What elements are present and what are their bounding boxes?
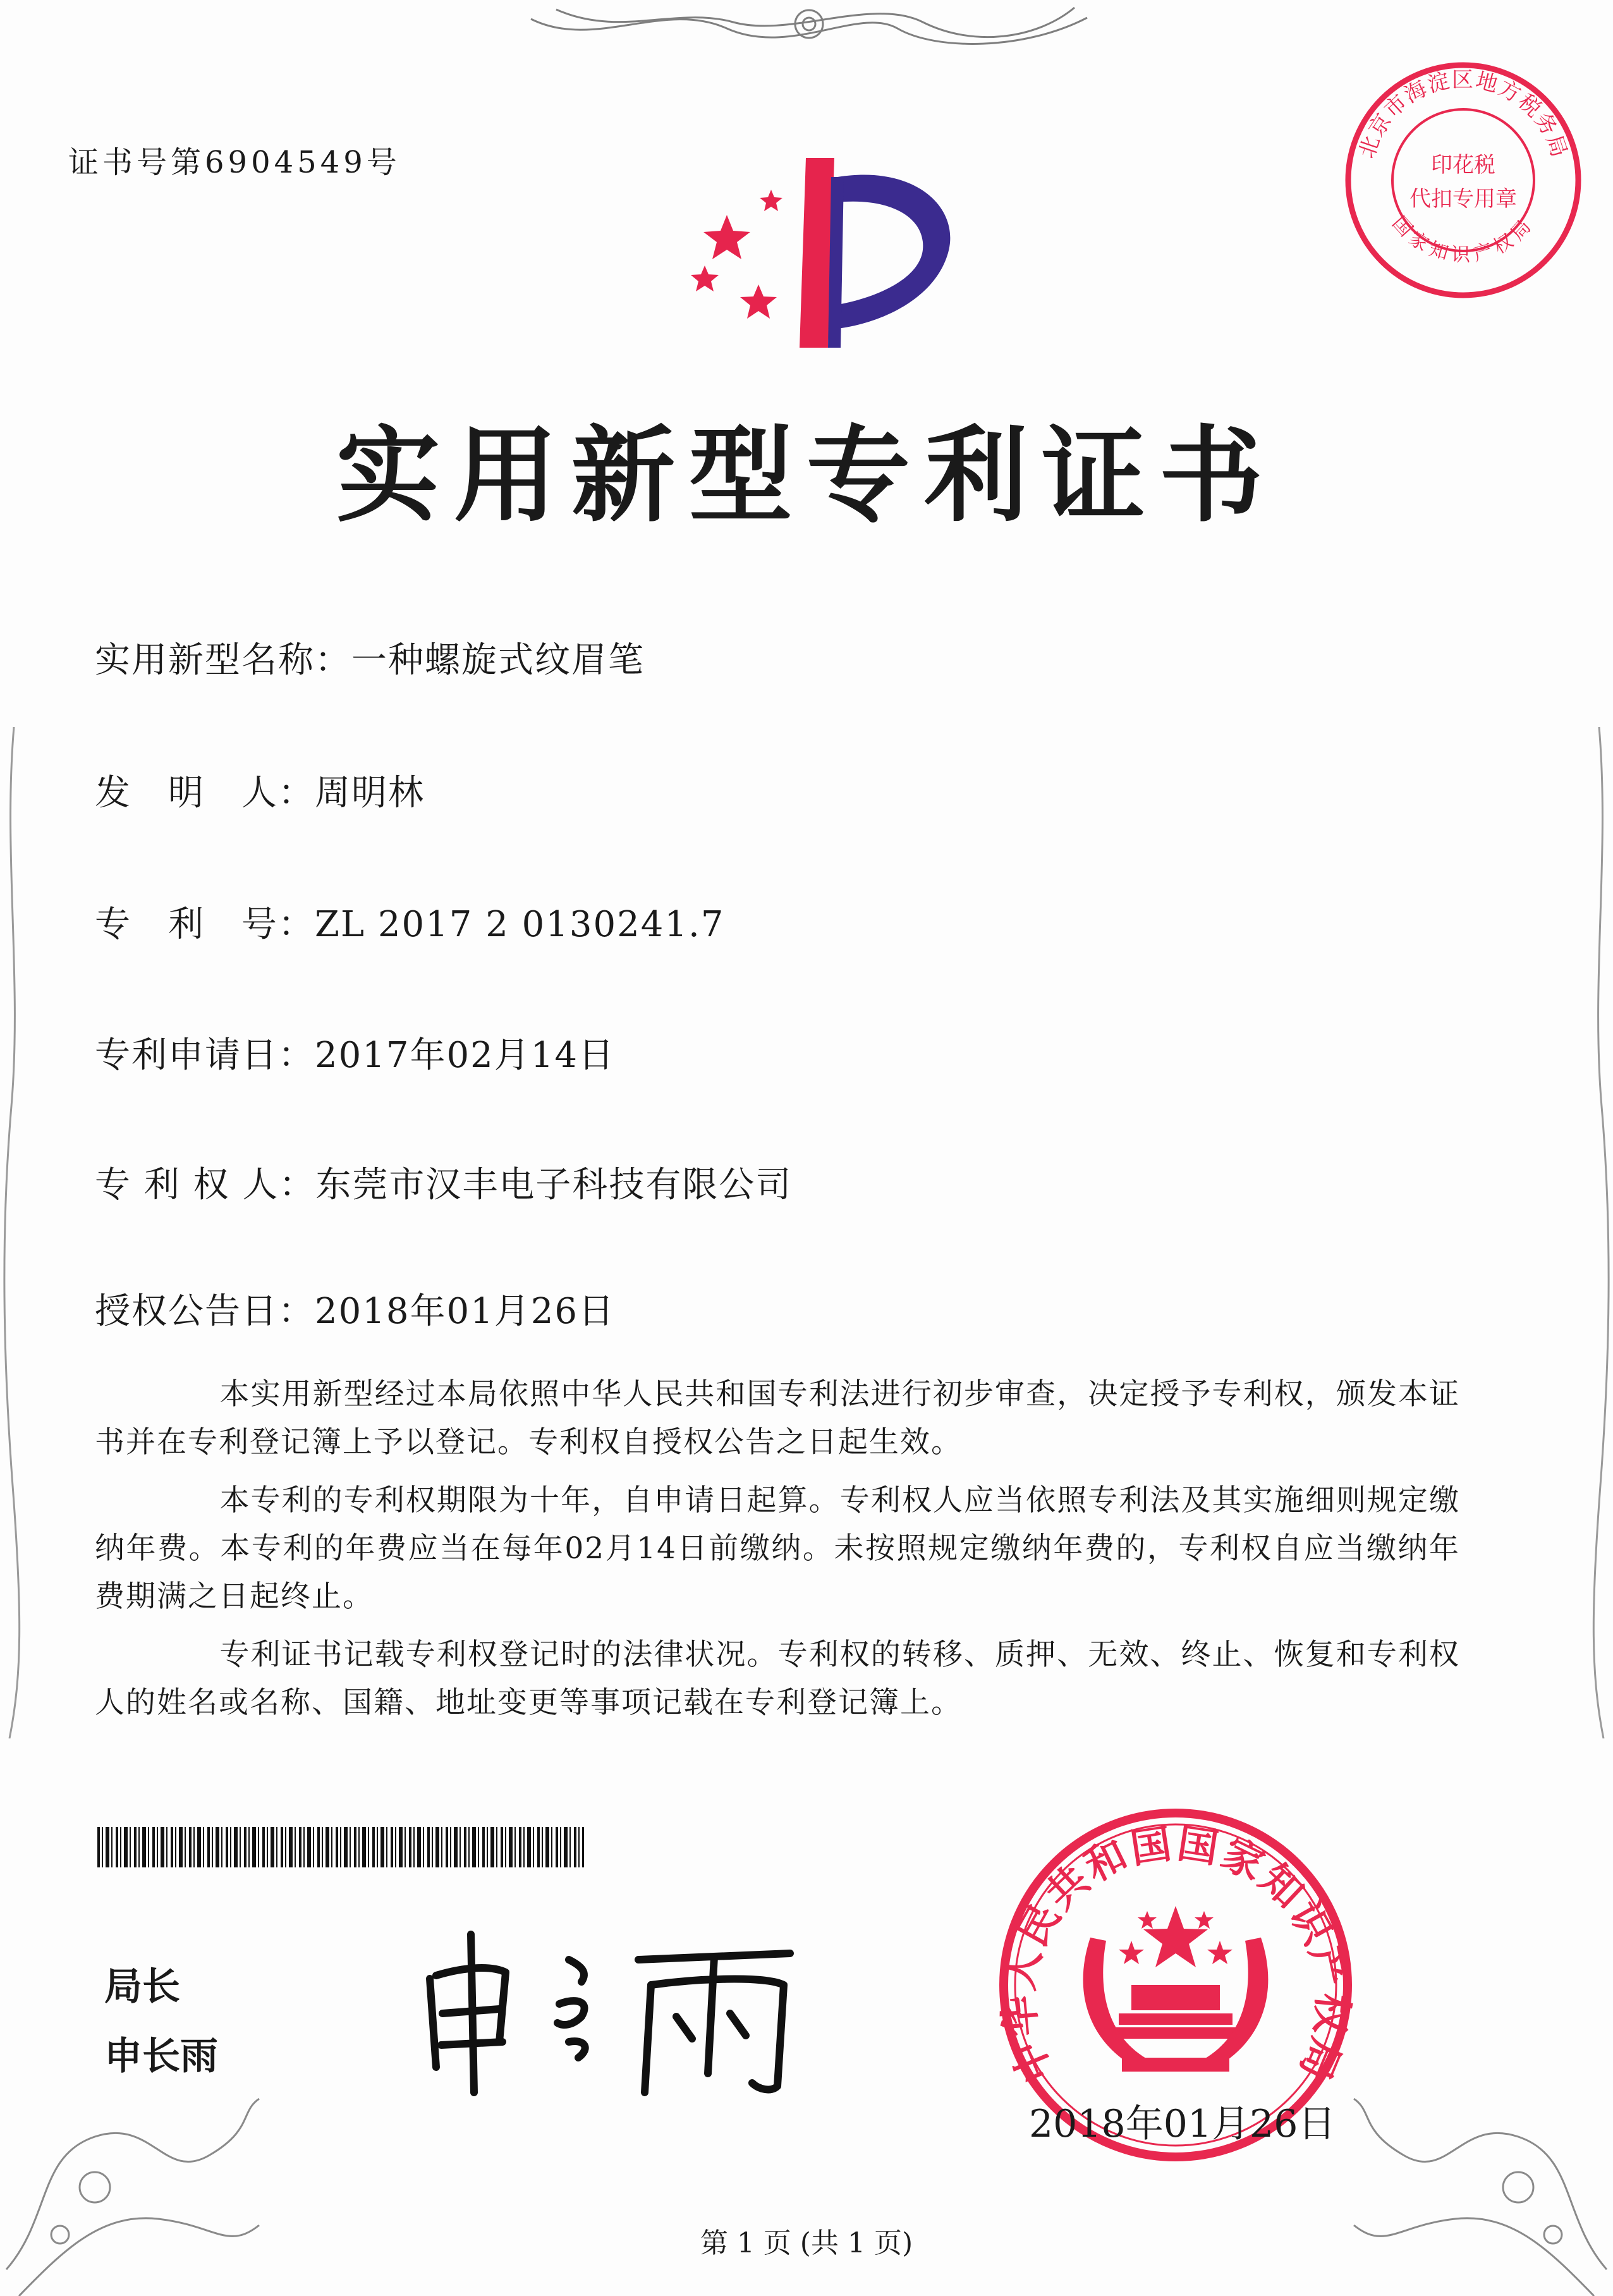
- bottom-left-ornament: [0, 2061, 265, 2296]
- body-paragraph-3: 专利证书记载专利权登记时的法律状况。专利权的转移、质押、无效、终止、恢复和专利权人的姓名或名称、国籍、地址变更等事项记载在专利登记簿上。: [95, 1637, 1460, 1720]
- patent-number: 专 利 号：ZL 2017 2 0130241.7: [95, 904, 725, 945]
- patent-office-logo: [683, 139, 973, 367]
- svg-text:中华人民共和国国家知识产权局: 中华人民共和国国家知识产权局: [995, 1820, 1356, 2089]
- right-border-ornament: [1588, 727, 1613, 1738]
- filing-date: 专利申请日：2017年02月14日: [95, 1035, 616, 1076]
- stamp-tax-seal: [1340, 57, 1586, 303]
- body-paragraph-1: 本实用新型经过本局依照中华人民共和国专利法进行初步审查，决定授予专利权，颁发本证书并在专利登记簿上予以登记。专利权自授权公告之日起生效。: [95, 1377, 1460, 1460]
- patentee: 专 利 权 人：东莞市汉丰电子科技有限公司: [95, 1164, 793, 1206]
- svg-text:北京市海淀区地方税务局: 北京市海淀区地方税务局: [1354, 67, 1573, 162]
- inventor: 发 明 人：周明林: [95, 772, 425, 814]
- utility-model-name: 实用新型名称：一种螺旋式纹眉笔: [95, 640, 645, 681]
- director-signature: [411, 1922, 822, 2099]
- issue-date: 2018年01月26日: [1029, 2102, 1336, 2146]
- certificate-number: 证书号第6904549号: [68, 145, 401, 180]
- body-paragraph-2: 本专利的专利权期限为十年，自申请日起算。专利权人应当依照专利法及其实施细则规定缴纳年费。本专利的年费应当在每年02月14日前缴纳。未按照规定缴纳年费的，专利权自应当缴纳年费期满之日起终止。: [95, 1483, 1460, 1614]
- grant-announcement-date: 授权公告日：2018年01月26日: [95, 1291, 616, 1332]
- svg-text:代扣专用章: 代扣专用章: [1409, 186, 1517, 212]
- page-number: 第 1 页 (共 1 页): [700, 2227, 913, 2259]
- bottom-right-ornament: [1348, 2061, 1613, 2296]
- left-border-ornament: [0, 727, 25, 1738]
- svg-text:印花税: 印花税: [1431, 152, 1495, 178]
- director-name: 申长雨: [104, 2034, 218, 2079]
- certificate-title: 实用新型专利证书: [336, 414, 1277, 536]
- svg-text:国家知识产权局: 国家知识产权局: [1387, 212, 1539, 267]
- director-title: 局长: [104, 1965, 180, 2009]
- top-ornament: [518, 0, 1100, 57]
- barcode: [97, 1827, 584, 1867]
